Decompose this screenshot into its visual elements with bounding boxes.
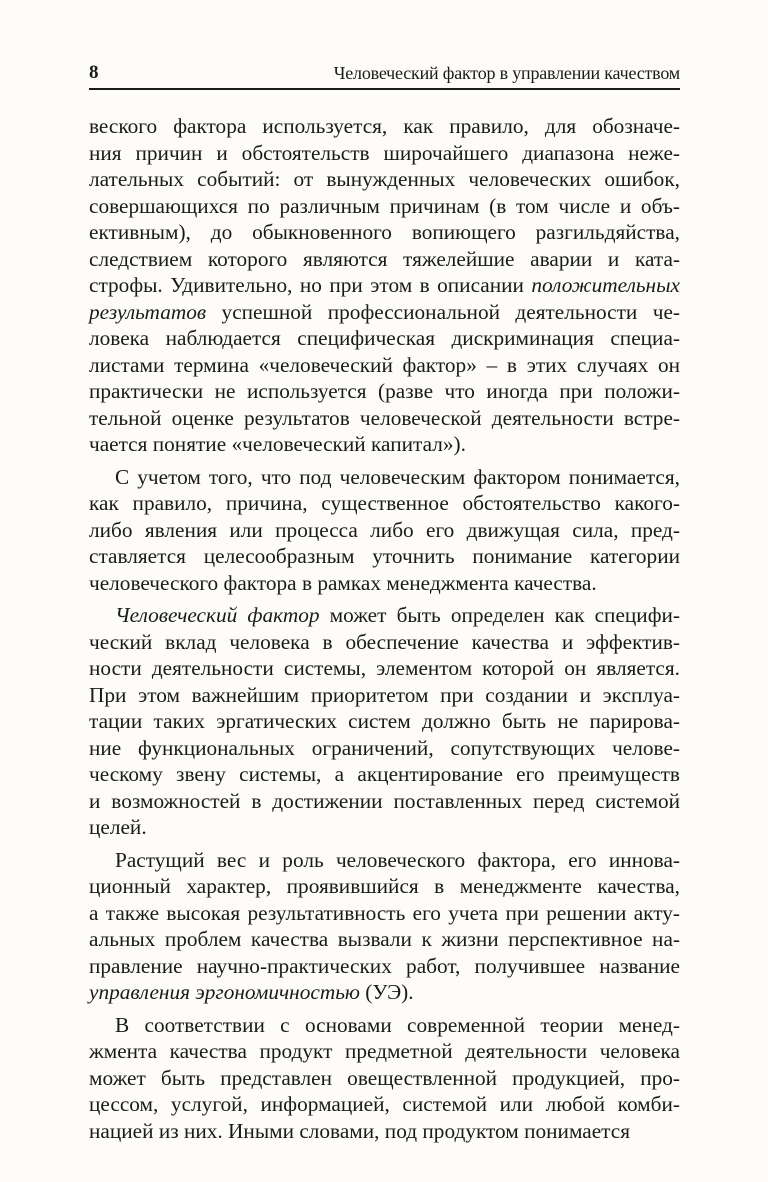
text-run: ловека наблюдается специфическая дискриминация специа-	[89, 326, 680, 350]
text-run: ставляется целесообразным уточнить понимание категории	[89, 544, 680, 568]
text-run: может быть представлен овеществленной продукцией, про-	[89, 1065, 680, 1090]
text-run: С учетом того, что под человеческим фактором понимается,	[115, 464, 680, 489]
text-line	[89, 352, 680, 379]
text-line	[89, 708, 680, 735]
text-line	[89, 788, 680, 815]
text-run: ние функциональных ограничений, сопутствующих челове-	[89, 735, 680, 760]
text-run: При этом важнейшим приоритетом при создании и эксплуа-	[89, 682, 680, 707]
text-run: следствием которого являются тяжелейшие аварии и ката-	[89, 246, 680, 271]
paragraph	[89, 602, 680, 841]
text-line	[89, 490, 680, 517]
paragraph	[89, 847, 680, 1006]
text-line	[89, 629, 680, 656]
text-line	[89, 761, 680, 788]
text-run: альных проблем качества вызвали к жизни перспективное на-	[89, 927, 680, 951]
running-title: Человеческий фактор в управлении качеством	[333, 62, 680, 83]
text-line	[89, 847, 680, 874]
text-line	[89, 900, 680, 927]
text-line	[89, 953, 680, 980]
italic-term: Человеческий фактор	[115, 603, 320, 627]
text-line	[89, 1118, 680, 1145]
text-run: Растущий вес и роль человеческого фактора, его иннова-	[115, 847, 680, 872]
text-line	[89, 299, 680, 326]
page-number: 8	[89, 62, 99, 83]
text-line	[89, 140, 680, 167]
text-run: цессом, услугой, информацией, системой или любой комби-	[89, 1092, 680, 1116]
text-line	[89, 682, 680, 709]
running-header	[89, 58, 680, 90]
text-line	[89, 378, 680, 405]
text-line	[89, 166, 680, 193]
italic-term: результатов	[89, 299, 207, 324]
text-line	[89, 1091, 680, 1118]
text-run: практически не используется (разве что иногда при положи-	[89, 379, 680, 403]
text-line	[89, 464, 680, 491]
text-line	[89, 570, 680, 597]
text-run: тации таких эргатических систем должно быть не парирова-	[89, 709, 680, 733]
text-run: нацией из них. Иными словами, под продуктом понимается	[89, 1118, 630, 1143]
text-line	[89, 113, 680, 140]
text-line	[89, 219, 680, 246]
body-text	[89, 113, 680, 1150]
paragraph	[89, 464, 680, 597]
text-run: ности деятельности системы, элементом которой он является.	[89, 656, 680, 680]
text-run: успешной профессиональной деятельности че-	[206, 299, 680, 324]
text-run: ческий вклад человека в обеспечение качества и эффектив-	[89, 629, 680, 654]
text-run: веского фактора используется, как правило, для обозначе-	[89, 114, 680, 138]
text-line	[89, 655, 680, 682]
text-run: как правило, причина, существенное обстоятельство какого-	[89, 491, 680, 515]
italic-term: положительных	[531, 273, 680, 297]
text-line	[89, 272, 680, 299]
text-line	[89, 405, 680, 432]
text-line	[89, 873, 680, 900]
text-run: человеческого фактора в рамках менеджмента качества.	[89, 570, 597, 595]
text-line	[89, 1038, 680, 1065]
text-line	[89, 517, 680, 544]
text-run: либо явления или процесса либо его движущая сила, пред-	[89, 517, 680, 542]
text-line	[89, 1012, 680, 1039]
text-line	[89, 926, 680, 953]
text-run: целей.	[89, 815, 147, 839]
text-run: а также высокая результативность его учета при решении акту-	[89, 900, 680, 925]
text-run: правление научно-практических работ, получившее название	[89, 953, 680, 978]
text-line	[89, 1065, 680, 1092]
text-run: жмента качества продукт предметной деятельности человека	[89, 1039, 680, 1063]
text-run: лательных событий: от вынужденных человеческих ошибок,	[89, 167, 680, 191]
text-run: и возможностей в достижении поставленных перед системой	[89, 788, 680, 813]
text-run: листами термина «человеческий фактор» – в этих случаях он	[89, 352, 680, 377]
italic-term: управления эргономичностью	[89, 980, 360, 1004]
text-line	[89, 735, 680, 762]
text-run: В соответствии с основами современной теории менед-	[115, 1012, 680, 1037]
text-run: совершающихся по различным причинам (в том числе и объ-	[89, 193, 680, 218]
text-run: тельной оценке результатов человеческой деятельности встре-	[89, 405, 680, 430]
text-line	[89, 543, 680, 570]
text-run: ционный характер, проявившийся в менеджменте качества,	[89, 874, 680, 898]
text-line	[89, 979, 680, 1006]
text-run: может быть определен как специфи-	[319, 603, 680, 627]
text-run: ческому звену системы, а акцентирование его преимуществ	[89, 762, 680, 786]
paragraph	[89, 113, 680, 458]
text-run: (УЭ).	[359, 980, 414, 1004]
text-run: ективным), до обыкновенного вопиющего разгильдяйства,	[89, 220, 680, 244]
text-line	[89, 193, 680, 220]
text-line	[89, 246, 680, 273]
text-line	[89, 814, 680, 841]
text-run: строфы. Удивительно, но при этом в описании	[89, 273, 532, 297]
text-line	[89, 602, 680, 629]
text-run: чается понятие «человеческий капитал»).	[89, 432, 466, 456]
text-line	[89, 431, 680, 458]
text-run: ния причин и обстоятельств широчайшего диапазона неже-	[89, 140, 680, 165]
text-line	[89, 325, 680, 352]
paragraph	[89, 1012, 680, 1145]
